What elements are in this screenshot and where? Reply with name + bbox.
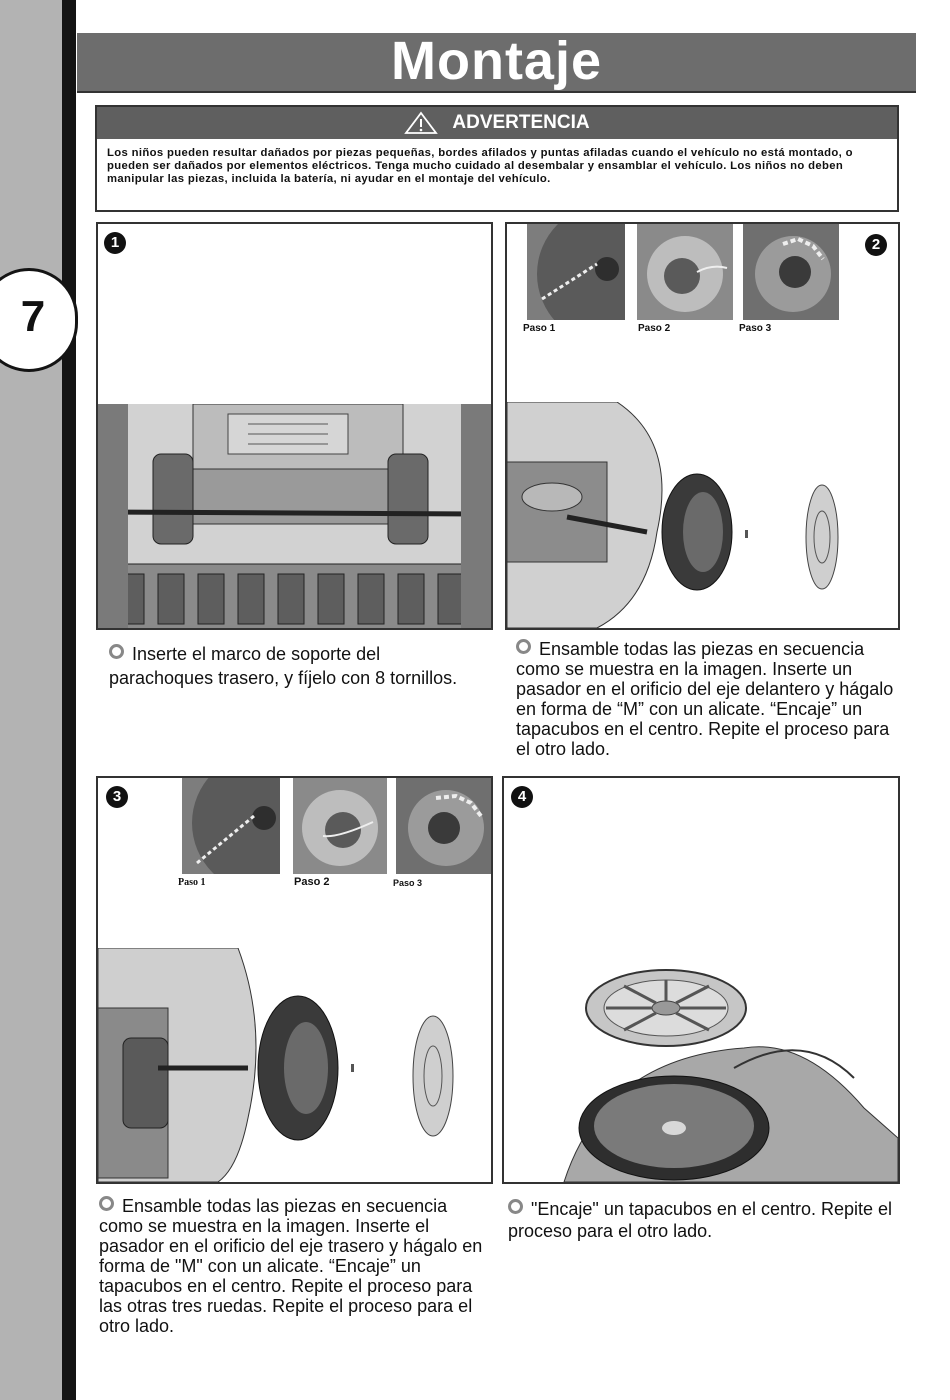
paso-2-label: Paso 2 (294, 876, 330, 888)
bullet-icon (99, 1196, 114, 1211)
paso-1-label: Paso 1 (178, 877, 206, 888)
warning-text: Los niños pueden resultar dañados por piezas pequeñas, bordes afilados y puntas afiladas cuando el vehículo no está montado, o pueden ser dañados por elementos eléctricos. Tenga mucho cuidado al desembalar y ensamblar el vehículo. Los niños no deben manipular las piezas, incluida la batería, ni ayudar en el montaje del vehículo. (107, 147, 853, 185)
step-3-panel (96, 776, 493, 1184)
paso-2-image (293, 778, 387, 874)
bullet-icon (516, 639, 531, 654)
side-strip-border (62, 0, 76, 1400)
bullet-icon (508, 1199, 523, 1214)
paso-3-label: Paso 3 (393, 878, 423, 888)
paso-3-image (743, 224, 839, 320)
step-4-badge: 4 (511, 786, 533, 808)
step-1-caption: Inserte el marco de soporte del parachoques trasero, y fíjelo con 8 tornillos. (109, 644, 458, 688)
step-3-badge: 3 (106, 786, 128, 808)
step-2-caption: Ensamble todas las piezas en secuencia como se muestra en la imagen. Inserte un pasador en el orificio del eje delantero y hágalo en forma de “M” con un alicate. “Encaje” un tapacubos en el centro. Repite el proceso para el otro lado. (516, 639, 894, 759)
warning-header (97, 107, 897, 139)
rear-wheel-assembly-illustration (98, 948, 491, 1182)
title-bar (77, 33, 916, 93)
paso-1-label: Paso 1 (523, 323, 556, 334)
rear-bumper-frame-illustration (98, 404, 491, 630)
paso-1-image (527, 224, 625, 320)
page-title: Montaje (390, 31, 602, 91)
warning-triangle-icon (404, 111, 438, 135)
step-2-badge: 2 (865, 234, 887, 256)
step-4-caption: "Encaje" un tapacubos en el centro. Repite el proceso para el otro lado. (508, 1199, 893, 1241)
warning-title: ADVERTENCIA (452, 112, 590, 133)
paso-3-image (396, 778, 492, 874)
front-wheel-assembly-illustration (507, 402, 898, 628)
side-strip (0, 0, 62, 1400)
hubcap-install-illustration (504, 968, 898, 1182)
step-1-panel (96, 222, 493, 630)
warning-box (95, 105, 899, 212)
paso-3-label: Paso 3 (739, 323, 772, 334)
paso-1-image (182, 778, 280, 874)
step-4-panel (502, 776, 900, 1184)
bullet-icon (109, 644, 124, 659)
step-1-badge: 1 (104, 232, 126, 254)
page-number: 7 (20, 292, 46, 341)
paso-2-image (637, 224, 733, 320)
step-3-caption: Ensamble todas las piezas en secuencia como se muestra en la imagen. Inserte el pasador en el orificio del eje trasero y hágalo en forma de "M" con un alicate. “Encaje” un tapacubos en el centro. Repite el proceso para las otras tres ruedas. Repite el proceso para el otro lado. (99, 1196, 483, 1336)
paso-2-label: Paso 2 (638, 323, 671, 334)
step-2-panel (505, 222, 900, 630)
